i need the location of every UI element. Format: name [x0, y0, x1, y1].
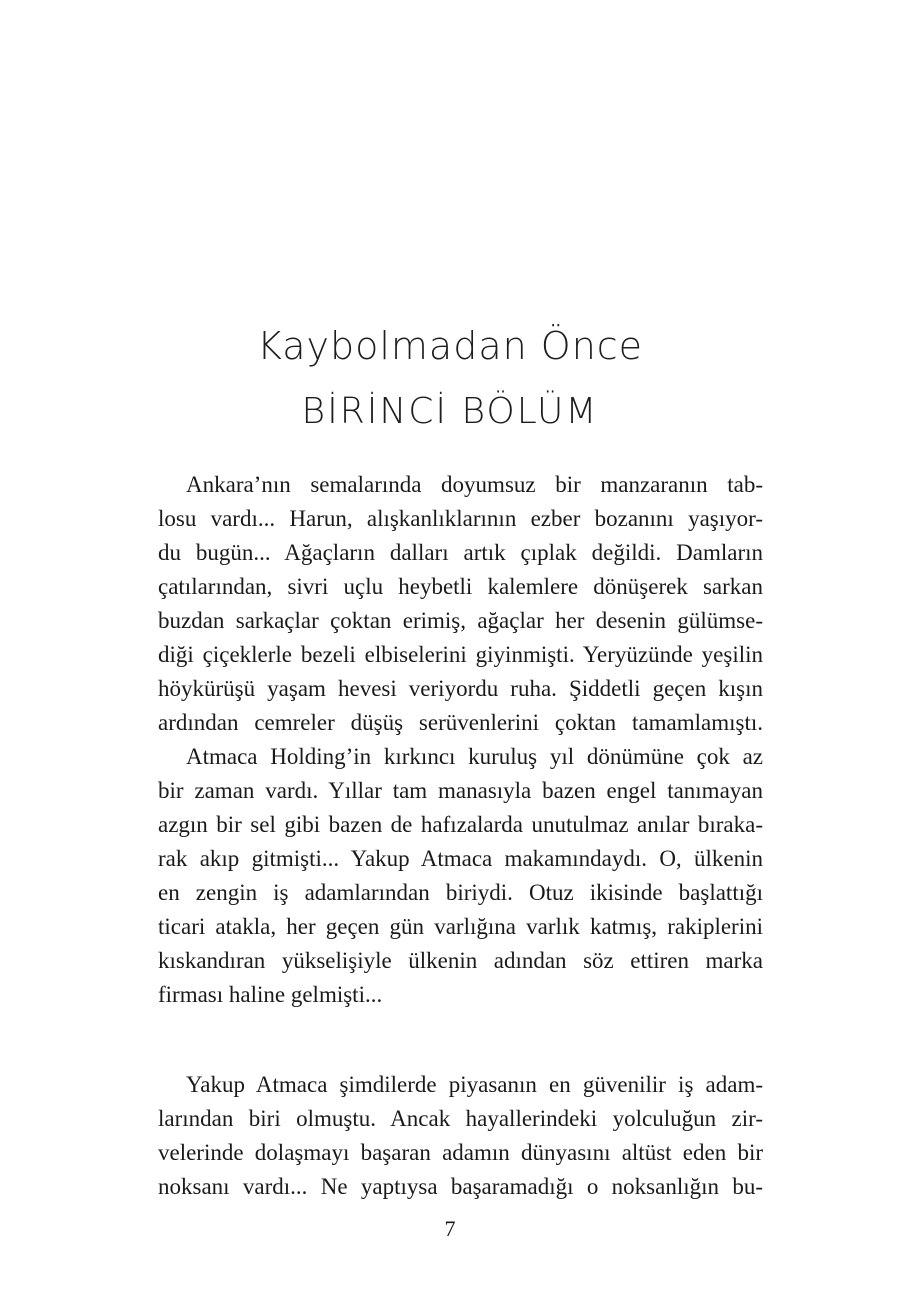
body-text — [158, 468, 763, 1204]
text-line: du bugün... Ağaçların dalları artık çıplak değildi. Damların — [158, 540, 763, 565]
text-line: losu vardı... Harun, alışkanlıklarının ezber bozanını yaşıyor- — [158, 506, 763, 531]
text-line: buzdan sarkaçlar çoktan erimiş, ağaçlar her desenin gülümse- — [158, 608, 763, 633]
text-line: çatılarından, sivri uçlu heybetli kalemlere dönüşerek sarkan — [158, 574, 763, 599]
text-line: kıskandıran yükselişiyle ülkenin adından söz ettiren marka — [158, 948, 763, 973]
chapter-title: BİRİNCİ BÖLÜM — [301, 391, 599, 432]
text-line: rak akıp gitmişti... Yakup Atmaca makamındaydı. O, ülkenin — [158, 846, 763, 871]
text-line: Yakup Atmaca şimdilerde piyasanın en güvenilir iş adam- — [186, 1072, 763, 1097]
text-line: bir zaman vardı. Yıllar tam manasıyla bazen engel tanımayan — [158, 778, 763, 803]
text-line: en zengin iş adamlarından biriydi. Otuz ikisinde başlattığı — [158, 880, 763, 905]
paragraph-2 — [158, 740, 763, 1012]
text-line: larından biri olmuştu. Ancak hayallerindeki yolculuğun zir- — [158, 1106, 763, 1131]
text-line: höykürüşü yaşam hevesi veriyordu ruha. Şiddetli geçen kışın — [158, 676, 763, 701]
text-line: ardından cemreler düşüş serüvenlerini çoktan tamamlamıştı. — [158, 710, 763, 735]
paragraph-3 — [158, 1068, 763, 1204]
text-line: diği çiçeklerle bezeli elbiselerini giyinmişti. Yeryüzünde yeşilin — [158, 642, 763, 667]
text-line: azgın bir sel gibi bazen de hafızalarda unutulmaz anılar bıraka- — [158, 812, 763, 837]
text-line: noksanı vardı... Ne yaptıysa başaramadığı o noksanlığın bu- — [158, 1174, 763, 1199]
page-number: 7 — [444, 1216, 456, 1241]
book-title: Kaybolmadan Önce — [256, 324, 644, 368]
text-line: firması haline gelmişti... — [158, 982, 383, 1007]
text-line: ticari atakla, her geçen gün varlığına varlık katmış, rakiplerini — [158, 914, 763, 939]
paragraph-1 — [158, 468, 763, 740]
text-line: velerinde dolaşmayı başaran adamın dünyasını altüst eden bir — [158, 1140, 763, 1165]
text-line: Atmaca Holding’in kırkıncı kuruluş yıl dönümüne çok az — [186, 744, 763, 769]
text-line: Ankara’nın semalarında doyumsuz bir manzaranın tab- — [186, 472, 763, 497]
